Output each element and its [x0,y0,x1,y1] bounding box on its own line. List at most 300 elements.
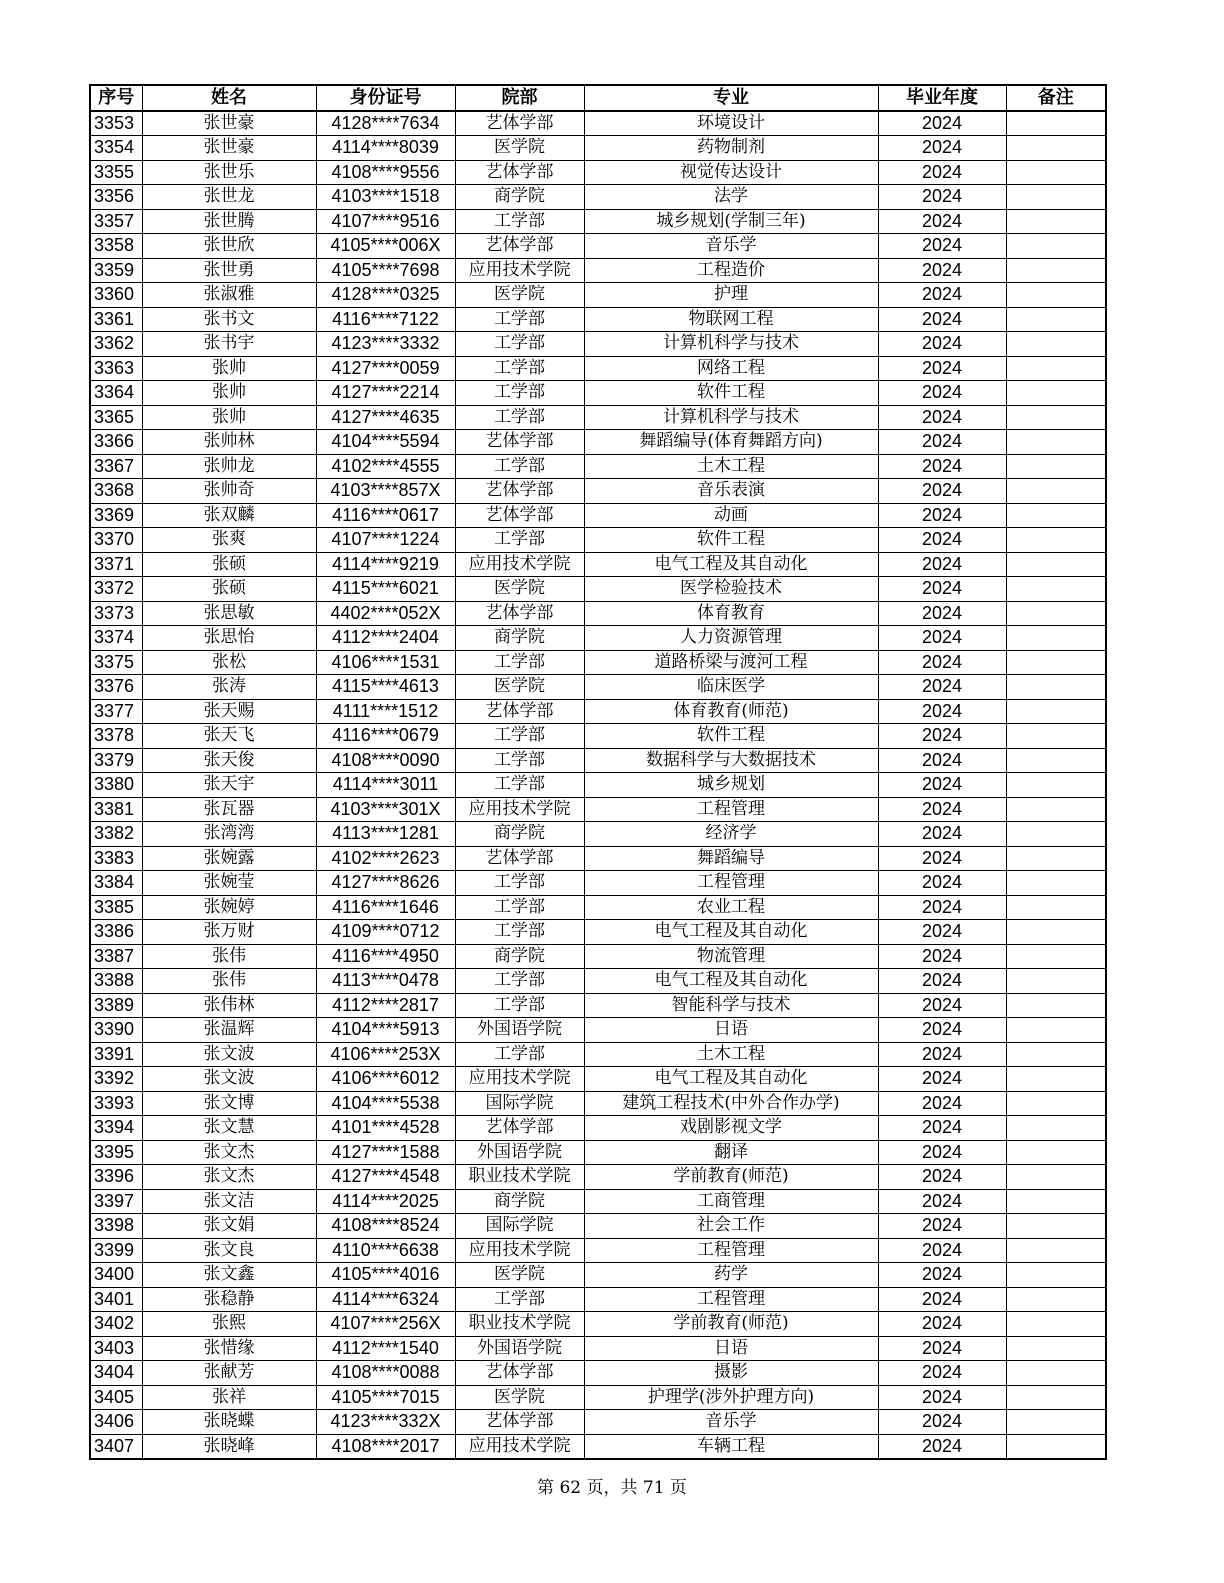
table-row [90,773,1106,798]
major-cell: 土木工程 [584,1042,878,1067]
name-cell: 张硕 [142,577,316,602]
id-number-cell: 4116****7122 [316,307,455,332]
note-cell [1006,797,1106,822]
table-row [90,258,1106,283]
table-row [90,1312,1106,1337]
header-row [90,85,1106,111]
department-cell: 艺体学部 [455,699,584,724]
grad-year-cell: 2024 [878,160,1006,185]
note-cell [1006,846,1106,871]
department-cell: 应用技术学院 [455,1238,584,1263]
name-cell: 张爽 [142,528,316,553]
table-row [90,381,1106,406]
name-cell: 张世勇 [142,258,316,283]
note-cell [1006,748,1106,773]
note-cell [1006,185,1106,210]
grad-year-cell: 2024 [878,1385,1006,1410]
department-cell: 商学院 [455,822,584,847]
note-cell [1006,356,1106,381]
major-cell: 视觉传达设计 [584,160,878,185]
major-cell: 工程管理 [584,797,878,822]
department-cell: 艺体学部 [455,1116,584,1141]
table-row [90,1238,1106,1263]
seq-cell: 3396 [90,1165,142,1190]
grad-year-cell: 2024 [878,675,1006,700]
note-cell [1006,1042,1106,1067]
id-number-cell: 4127****4635 [316,405,455,430]
grad-year-cell: 2024 [878,1312,1006,1337]
table-row [90,1018,1106,1043]
table-row [90,748,1106,773]
department-cell: 商学院 [455,944,584,969]
grad-year-cell: 2024 [878,822,1006,847]
grad-year-cell: 2024 [878,332,1006,357]
note-cell [1006,1091,1106,1116]
department-cell: 商学院 [455,185,584,210]
table-row [90,944,1106,969]
table-row [90,797,1106,822]
note-cell [1006,1336,1106,1361]
table-row [90,1410,1106,1435]
grad-year-cell: 2024 [878,1434,1006,1459]
name-cell: 张稳静 [142,1287,316,1312]
header-note: 备注 [1006,85,1106,111]
name-cell: 张帅 [142,356,316,381]
major-cell: 电气工程及其自动化 [584,920,878,945]
table-row [90,185,1106,210]
grad-year-cell: 2024 [878,1263,1006,1288]
major-cell: 土木工程 [584,454,878,479]
grad-year-cell: 2024 [878,944,1006,969]
department-cell: 应用技术学院 [455,552,584,577]
major-cell: 医学检验技术 [584,577,878,602]
table-row [90,601,1106,626]
id-number-cell: 4106****1531 [316,650,455,675]
note-cell [1006,1018,1106,1043]
grad-year-cell: 2024 [878,454,1006,479]
department-cell: 艺体学部 [455,111,584,136]
table-row [90,626,1106,651]
seq-cell: 3370 [90,528,142,553]
name-cell: 张帅奇 [142,479,316,504]
seq-cell: 3386 [90,920,142,945]
name-cell: 张文慧 [142,1116,316,1141]
table-row [90,650,1106,675]
id-number-cell: 4127****4548 [316,1165,455,1190]
table-row [90,969,1106,994]
name-cell: 张双麟 [142,503,316,528]
seq-cell: 3407 [90,1434,142,1459]
name-cell: 张帅龙 [142,454,316,479]
seq-cell: 3383 [90,846,142,871]
department-cell: 工学部 [455,1287,584,1312]
major-cell: 软件工程 [584,724,878,749]
seq-cell: 3380 [90,773,142,798]
seq-cell: 3394 [90,1116,142,1141]
department-cell: 艺体学部 [455,503,584,528]
note-cell [1006,1434,1106,1459]
seq-cell: 3401 [90,1287,142,1312]
grad-year-cell: 2024 [878,577,1006,602]
id-number-cell: 4127****2214 [316,381,455,406]
grad-year-cell: 2024 [878,871,1006,896]
grad-year-cell: 2024 [878,650,1006,675]
department-cell: 医学院 [455,675,584,700]
major-cell: 工程管理 [584,1238,878,1263]
note-cell [1006,1361,1106,1386]
id-number-cell: 4402****052X [316,601,455,626]
name-cell: 张世乐 [142,160,316,185]
id-number-cell: 4114****2025 [316,1189,455,1214]
id-number-cell: 4102****2623 [316,846,455,871]
grad-year-cell: 2024 [878,969,1006,994]
seq-cell: 3360 [90,283,142,308]
department-cell: 商学院 [455,1189,584,1214]
name-cell: 张天赐 [142,699,316,724]
name-cell: 张文洁 [142,1189,316,1214]
grad-year-cell: 2024 [878,136,1006,161]
table-row [90,454,1106,479]
table-row [90,577,1106,602]
seq-cell: 3378 [90,724,142,749]
page-footer: 第 62 页，共 71 页 [537,1478,687,1498]
grad-year-cell: 2024 [878,185,1006,210]
id-number-cell: 4101****4528 [316,1116,455,1141]
major-cell: 建筑工程技术(中外合作办学) [584,1091,878,1116]
id-number-cell: 4111****1512 [316,699,455,724]
id-number-cell: 4103****1518 [316,185,455,210]
id-number-cell: 4110****6638 [316,1238,455,1263]
department-cell: 工学部 [455,993,584,1018]
name-cell: 张思敏 [142,601,316,626]
header-name: 姓名 [142,85,316,111]
seq-cell: 3403 [90,1336,142,1361]
department-cell: 国际学院 [455,1091,584,1116]
major-cell: 护理学(涉外护理方向) [584,1385,878,1410]
name-cell: 张瓦器 [142,797,316,822]
note-cell [1006,479,1106,504]
note-cell [1006,1116,1106,1141]
id-number-cell: 4109****0712 [316,920,455,945]
header-seq: 序号 [90,85,142,111]
id-number-cell: 4108****8524 [316,1214,455,1239]
table-row [90,699,1106,724]
note-cell [1006,209,1106,234]
id-number-cell: 4108****2017 [316,1434,455,1459]
major-cell: 护理 [584,283,878,308]
major-cell: 人力资源管理 [584,626,878,651]
grad-year-cell: 2024 [878,846,1006,871]
note-cell [1006,1312,1106,1337]
major-cell: 农业工程 [584,895,878,920]
seq-cell: 3375 [90,650,142,675]
id-number-cell: 4127****1588 [316,1140,455,1165]
id-number-cell: 4123****3332 [316,332,455,357]
department-cell: 工学部 [455,748,584,773]
id-number-cell: 4104****5913 [316,1018,455,1043]
seq-cell: 3385 [90,895,142,920]
department-cell: 工学部 [455,871,584,896]
seq-cell: 3393 [90,1091,142,1116]
note-cell [1006,234,1106,259]
seq-cell: 3364 [90,381,142,406]
name-cell: 张惜缘 [142,1336,316,1361]
id-number-cell: 4112****2404 [316,626,455,651]
table-row [90,283,1106,308]
table-row [90,920,1106,945]
grad-year-cell: 2024 [878,1116,1006,1141]
table-row [90,209,1106,234]
grad-year-cell: 2024 [878,283,1006,308]
name-cell: 张世龙 [142,185,316,210]
name-cell: 张松 [142,650,316,675]
department-cell: 应用技术学院 [455,1434,584,1459]
major-cell: 法学 [584,185,878,210]
table-row [90,1336,1106,1361]
id-number-cell: 4127****0059 [316,356,455,381]
table-row [90,895,1106,920]
note-cell [1006,307,1106,332]
grad-year-cell: 2024 [878,381,1006,406]
major-cell: 音乐表演 [584,479,878,504]
major-cell: 电气工程及其自动化 [584,1067,878,1092]
note-cell [1006,1165,1106,1190]
seq-cell: 3387 [90,944,142,969]
name-cell: 张熙 [142,1312,316,1337]
id-number-cell: 4114****3011 [316,773,455,798]
name-cell: 张祥 [142,1385,316,1410]
name-cell: 张伟林 [142,993,316,1018]
note-cell [1006,405,1106,430]
name-cell: 张文波 [142,1042,316,1067]
seq-cell: 3391 [90,1042,142,1067]
table-row [90,332,1106,357]
department-cell: 医学院 [455,577,584,602]
grad-year-cell: 2024 [878,1189,1006,1214]
major-cell: 车辆工程 [584,1434,878,1459]
seq-cell: 3381 [90,797,142,822]
grad-year-cell: 2024 [878,479,1006,504]
department-cell: 艺体学部 [455,1361,584,1386]
id-number-cell: 4113****1281 [316,822,455,847]
name-cell: 张文杰 [142,1140,316,1165]
department-cell: 外国语学院 [455,1336,584,1361]
major-cell: 日语 [584,1336,878,1361]
grad-year-cell: 2024 [878,405,1006,430]
name-cell: 张帅 [142,381,316,406]
department-cell: 艺体学部 [455,846,584,871]
note-cell [1006,1410,1106,1435]
major-cell: 舞蹈编导(体育舞蹈方向) [584,430,878,455]
major-cell: 音乐学 [584,234,878,259]
table-row [90,1165,1106,1190]
department-cell: 工学部 [455,528,584,553]
major-cell: 软件工程 [584,528,878,553]
grad-year-cell: 2024 [878,234,1006,259]
major-cell: 电气工程及其自动化 [584,552,878,577]
grad-year-cell: 2024 [878,993,1006,1018]
table-row [90,1385,1106,1410]
major-cell: 软件工程 [584,381,878,406]
table-row [90,724,1106,749]
department-cell: 医学院 [455,136,584,161]
table-row [90,822,1106,847]
note-cell [1006,552,1106,577]
table-row [90,1263,1106,1288]
table-row [90,1287,1106,1312]
note-cell [1006,1189,1106,1214]
id-number-cell: 4105****7698 [316,258,455,283]
note-cell [1006,650,1106,675]
seq-cell: 3363 [90,356,142,381]
name-cell: 张文娟 [142,1214,316,1239]
table-row [90,1067,1106,1092]
table-row [90,993,1106,1018]
note-cell [1006,1067,1106,1092]
id-number-cell: 4116****1646 [316,895,455,920]
department-cell: 工学部 [455,895,584,920]
id-number-cell: 4106****253X [316,1042,455,1067]
table-row [90,430,1106,455]
grad-year-cell: 2024 [878,1361,1006,1386]
major-cell: 工程管理 [584,871,878,896]
table-row [90,1189,1106,1214]
id-number-cell: 4107****1224 [316,528,455,553]
id-number-cell: 4123****332X [316,1410,455,1435]
id-number-cell: 4115****6021 [316,577,455,602]
name-cell: 张献芳 [142,1361,316,1386]
department-cell: 工学部 [455,332,584,357]
name-cell: 张世豪 [142,111,316,136]
id-number-cell: 4105****7015 [316,1385,455,1410]
department-cell: 医学院 [455,1263,584,1288]
major-cell: 工程管理 [584,1287,878,1312]
id-number-cell: 4107****9516 [316,209,455,234]
name-cell: 张天宇 [142,773,316,798]
table-row [90,528,1106,553]
department-cell: 应用技术学院 [455,1067,584,1092]
note-cell [1006,430,1106,455]
major-cell: 计算机科学与技术 [584,332,878,357]
department-cell: 职业技术学院 [455,1312,584,1337]
major-cell: 社会工作 [584,1214,878,1239]
note-cell [1006,160,1106,185]
grad-year-cell: 2024 [878,503,1006,528]
department-cell: 外国语学院 [455,1140,584,1165]
department-cell: 艺体学部 [455,601,584,626]
note-cell [1006,724,1106,749]
table-row [90,675,1106,700]
department-cell: 工学部 [455,307,584,332]
header-department: 院部 [455,85,584,111]
id-number-cell: 4128****7634 [316,111,455,136]
name-cell: 张帅 [142,405,316,430]
department-cell: 国际学院 [455,1214,584,1239]
id-number-cell: 4103****301X [316,797,455,822]
name-cell: 张文波 [142,1067,316,1092]
seq-cell: 3369 [90,503,142,528]
header-major: 专业 [584,85,878,111]
grad-year-cell: 2024 [878,356,1006,381]
department-cell: 工学部 [455,405,584,430]
major-cell: 物联网工程 [584,307,878,332]
grad-year-cell: 2024 [878,1214,1006,1239]
grad-year-cell: 2024 [878,773,1006,798]
major-cell: 戏剧影视文学 [584,1116,878,1141]
major-cell: 电气工程及其自动化 [584,969,878,994]
department-cell: 工学部 [455,650,584,675]
major-cell: 药学 [584,1263,878,1288]
department-cell: 工学部 [455,920,584,945]
note-cell [1006,1140,1106,1165]
id-number-cell: 4105****4016 [316,1263,455,1288]
major-cell: 智能科学与技术 [584,993,878,1018]
department-cell: 工学部 [455,724,584,749]
seq-cell: 3397 [90,1189,142,1214]
name-cell: 张文良 [142,1238,316,1263]
department-cell: 工学部 [455,454,584,479]
grad-year-cell: 2024 [878,699,1006,724]
major-cell: 数据科学与大数据技术 [584,748,878,773]
department-cell: 医学院 [455,283,584,308]
note-cell [1006,822,1106,847]
major-cell: 网络工程 [584,356,878,381]
seq-cell: 3371 [90,552,142,577]
seq-cell: 3382 [90,822,142,847]
major-cell: 计算机科学与技术 [584,405,878,430]
seq-cell: 3400 [90,1263,142,1288]
seq-cell: 3365 [90,405,142,430]
id-number-cell: 4108****0088 [316,1361,455,1386]
name-cell: 张涛 [142,675,316,700]
major-cell: 道路桥梁与渡河工程 [584,650,878,675]
department-cell: 应用技术学院 [455,258,584,283]
seq-cell: 3374 [90,626,142,651]
note-cell [1006,528,1106,553]
grad-year-cell: 2024 [878,1091,1006,1116]
department-cell: 外国语学院 [455,1018,584,1043]
grad-year-cell: 2024 [878,111,1006,136]
note-cell [1006,454,1106,479]
grad-year-cell: 2024 [878,748,1006,773]
seq-cell: 3390 [90,1018,142,1043]
note-cell [1006,944,1106,969]
table-row [90,160,1106,185]
note-cell [1006,136,1106,161]
department-cell: 艺体学部 [455,234,584,259]
id-number-cell: 4108****0090 [316,748,455,773]
table-body [90,111,1106,1460]
major-cell: 物流管理 [584,944,878,969]
grad-year-cell: 2024 [878,1238,1006,1263]
department-cell: 工学部 [455,381,584,406]
seq-cell: 3392 [90,1067,142,1092]
grad-year-cell: 2024 [878,920,1006,945]
table-row [90,307,1106,332]
note-cell [1006,993,1106,1018]
seq-cell: 3368 [90,479,142,504]
seq-cell: 3354 [90,136,142,161]
name-cell: 张文杰 [142,1165,316,1190]
table-row [90,136,1106,161]
department-cell: 职业技术学院 [455,1165,584,1190]
department-cell: 艺体学部 [455,160,584,185]
id-number-cell: 4104****5538 [316,1091,455,1116]
name-cell: 张婉露 [142,846,316,871]
department-cell: 商学院 [455,626,584,651]
note-cell [1006,773,1106,798]
seq-cell: 3367 [90,454,142,479]
